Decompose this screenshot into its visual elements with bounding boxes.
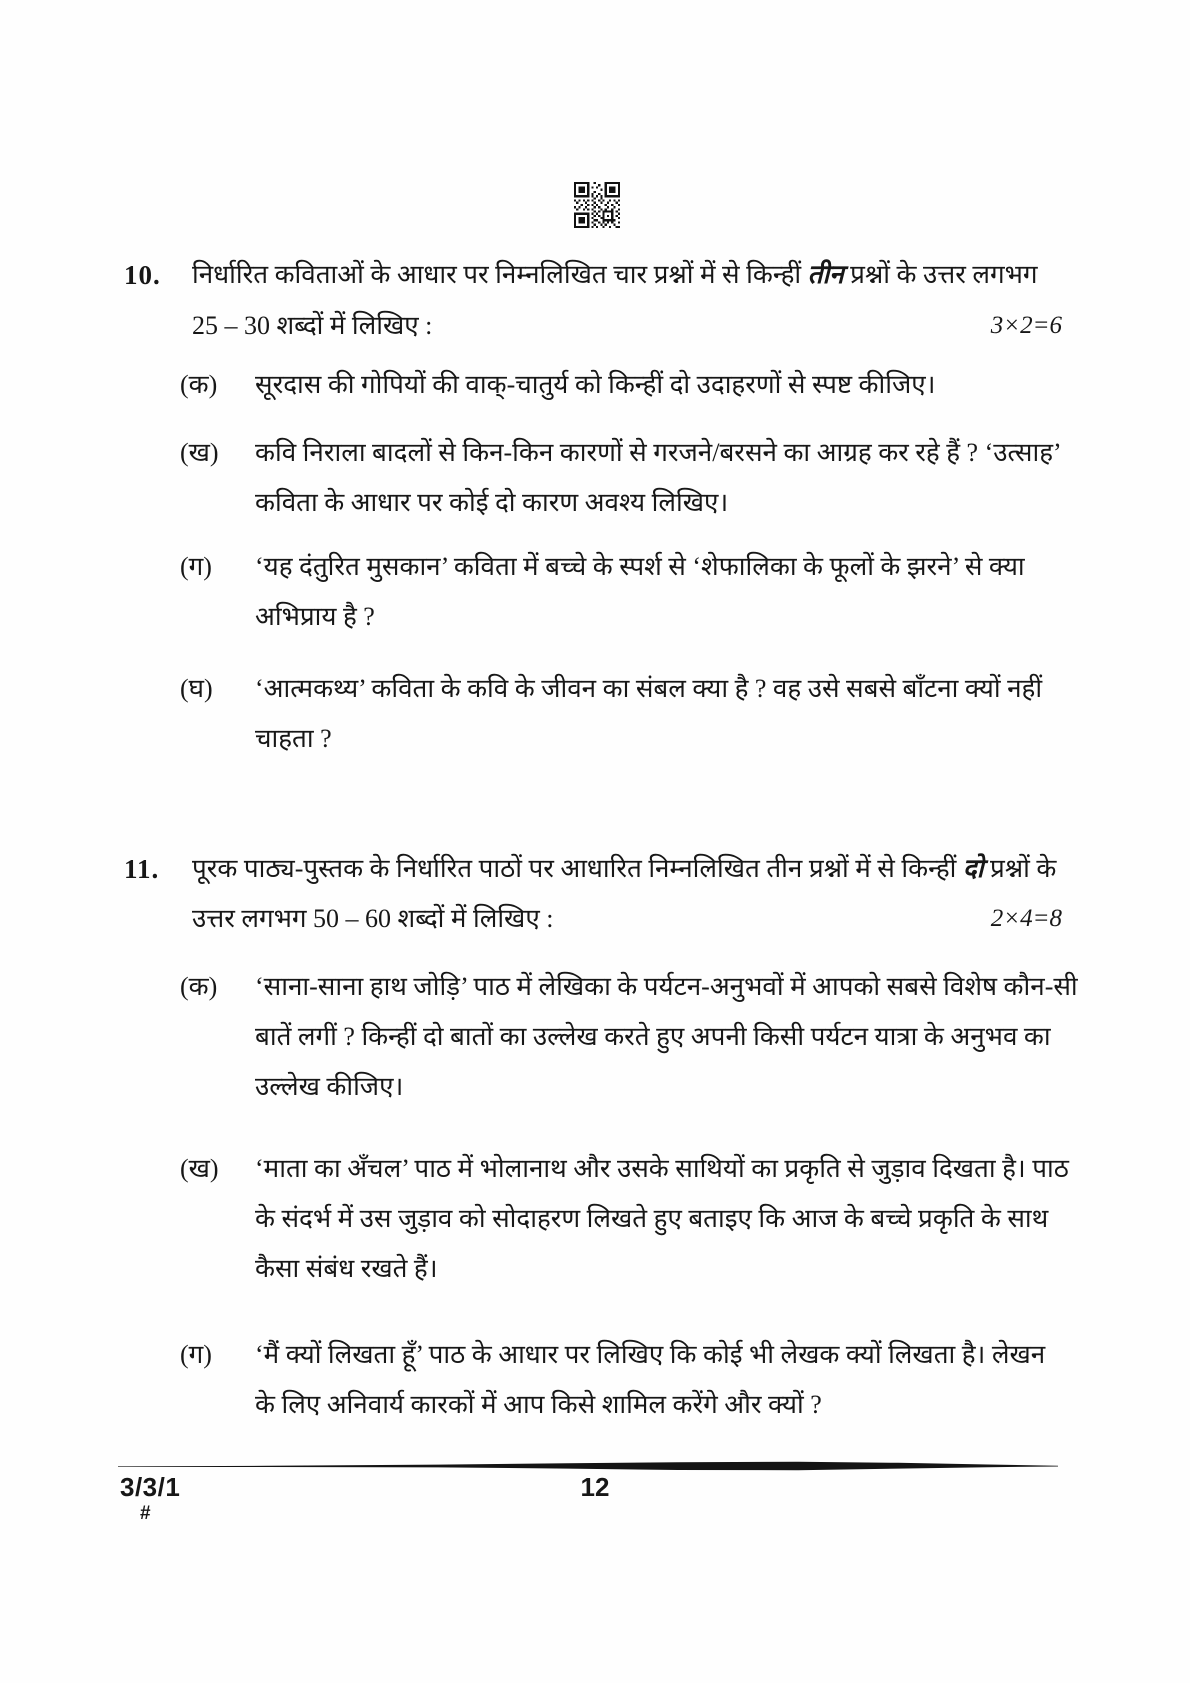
sub-question-label: (ख) <box>180 1154 219 1183</box>
question-11-marks: 2×4=8 <box>990 905 1062 932</box>
question-10-word-limit: 25 – 30 शब्दों में लिखिए : <box>192 311 433 340</box>
sub-question-label: (ग) <box>180 552 212 581</box>
question-text-line: ‘यह दंतुरित मुसकान’ कविता में बच्चे के स्पर्श से ‘शेफालिका के फूलों के झरने’ से क्या <box>255 552 1025 581</box>
question-11-intro-pre: पूरक पाठ्य-पुस्तक के निर्धारित पाठों पर आधारित निम्नलिखित तीन प्रश्नों में से किन्हीं <box>192 854 963 883</box>
question-text-line: कैसा संबंध रखते हैं। <box>255 1254 438 1283</box>
question-10-intro-post: प्रश्नों के उत्तर लगभग <box>843 260 1038 289</box>
question-text-line: बातें लगीं ? किन्हीं दो बातों का उल्लेख करते हुए अपनी किसी पर्यटन यात्रा के अनुभव का <box>255 1022 1051 1051</box>
question-10-intro-pre: निर्धारित कविताओं के आधार पर निम्नलिखित चार प्रश्नों में से किन्हीं <box>192 260 808 289</box>
question-text-line: अभिप्राय है ? <box>255 602 375 631</box>
question-11-intro-line2-row <box>192 894 1062 944</box>
sub-question-text <box>255 542 1025 642</box>
question-10-intro-line1 <box>192 250 1038 300</box>
question-11-intro-line1 <box>192 844 1056 894</box>
footer-hash-mark: # <box>140 1503 151 1524</box>
sub-question-label: (ग) <box>180 1340 212 1369</box>
qr-code <box>574 182 620 235</box>
question-text-line: ‘साना-साना हाथ जोड़ि’ पाठ में लेखिका के पर्यटन-अनुभवों में आपको सबसे विशेष कौन-सी <box>255 972 1078 1001</box>
sub-question-text <box>255 664 1042 764</box>
question-text-line: ‘मैं क्यों लिखता हूँ’ पाठ के आधार पर लिखिए कि कोई भी लेखक क्यों लिखता है। लेखन <box>255 1340 1046 1369</box>
question-10-intro-line2-row <box>192 301 1062 351</box>
question-10-choice-count: तीन <box>807 260 844 289</box>
question-text-line: सूरदास की गोपियों की वाक्-चातुर्य को किन्हीं दो उदाहरणों से स्पष्ट कीजिए। <box>255 370 936 399</box>
sub-question-label: (क) <box>180 370 218 399</box>
question-text-line: उल्लेख कीजिए। <box>255 1072 404 1101</box>
question-text-line: कविता के आधार पर कोई दो कारण अवश्य लिखिए। <box>255 488 729 517</box>
question-11-number: 11. <box>124 854 160 884</box>
question-11-choice-count: दो <box>962 854 984 883</box>
footer-page-number: 12 <box>580 1472 610 1502</box>
question-11-word-limit: उत्तर लगभग 50 – 60 शब्दों में लिखिए : <box>192 904 554 933</box>
question-10-marks: 3×2=6 <box>990 312 1062 339</box>
sub-question-label: (ख) <box>180 438 219 467</box>
sub-question-text <box>255 428 1062 528</box>
question-text-line: के लिए अनिवार्य कारकों में आप किसे शामिल करेंगे और क्यों ? <box>255 1390 822 1419</box>
sub-question-text <box>255 1330 1045 1430</box>
sub-question-text <box>255 1144 1069 1294</box>
question-text-line: ‘आत्मकथ्य’ कविता के कवि के जीवन का संबल क्या है ? वह उसे सबसे बाँटना क्यों नहीं <box>255 674 1043 703</box>
sub-question-text <box>255 360 936 410</box>
footer-paper-code: 3/3/1 <box>120 1472 181 1502</box>
qr-code-graphic <box>574 182 620 228</box>
sub-question-label: (क) <box>180 972 218 1001</box>
sub-question-text <box>255 962 1078 1112</box>
question-10-number: 10. <box>124 260 161 290</box>
question-text-line: चाहता ? <box>255 724 332 753</box>
question-text-line: के संदर्भ में उस जुड़ाव को सोदाहरण लिखते हुए बताइए कि आज के बच्चे प्रकृति के साथ <box>255 1204 1049 1233</box>
question-text-line: ‘माता का अँचल’ पाठ में भोलानाथ और उसके साथियों का प्रकृति से जुड़ाव दिखता है। पाठ <box>255 1154 1069 1183</box>
sub-question-label: (घ) <box>180 674 213 703</box>
question-text-line: कवि निराला बादलों से किन-किन कारणों से गरजने/बरसने का आग्रह कर रहे हैं ? ‘उत्साह’ <box>255 438 1062 467</box>
question-11-intro-post: प्रश्नों के <box>983 854 1057 883</box>
